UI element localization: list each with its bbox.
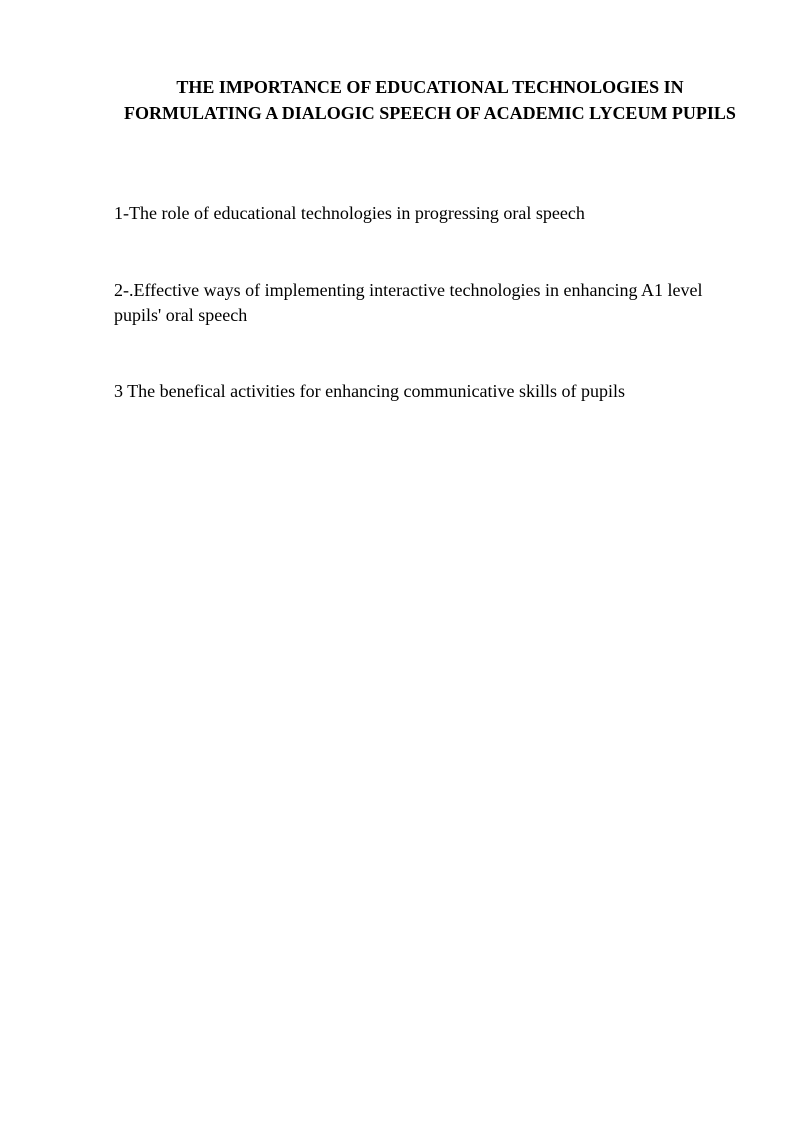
document-title: THE IMPORTANCE OF EDUCATIONAL TECHNOLOGIES IN FORMULATING A DIALOGIC SPEECH OF ACADEMIC LYCEUM PUPILS [124,77,736,123]
outline-item-3: 3 The benefical activities for enhancing communicative skills of pupils [114,381,626,401]
outline-item-2: 2-.Effective ways of implementing interactive technologies in enhancing A1 level pupils' oral speech [114,280,703,325]
outline-item-1: 1-The role of educational technologies in progressing oral speech [114,203,585,223]
